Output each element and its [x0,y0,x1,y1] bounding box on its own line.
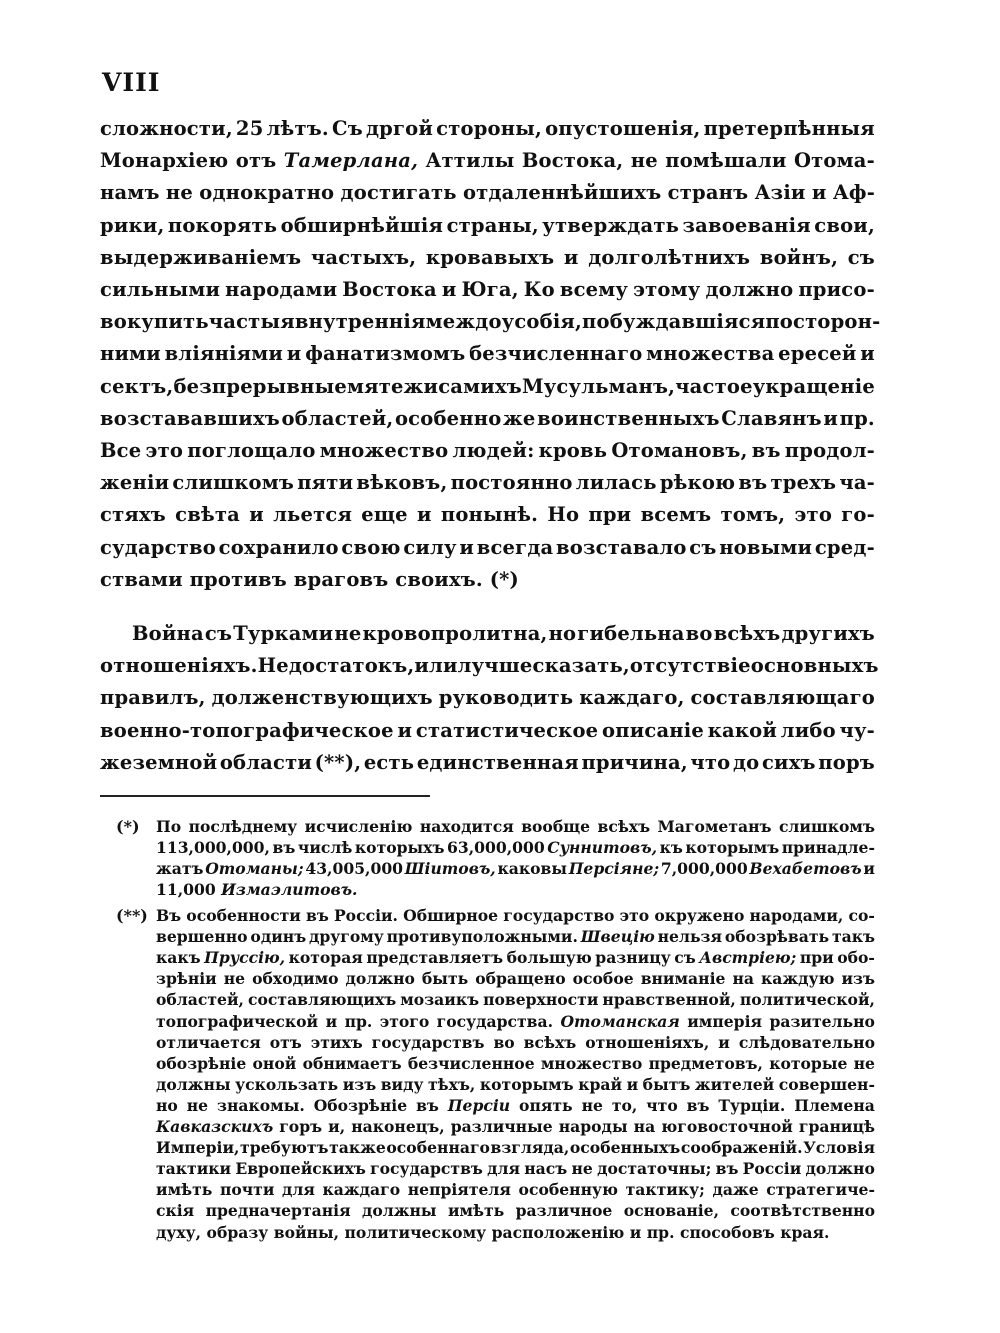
text-line: Монархіею отъ Тамерлана, Аттилы Востока, не помѣшали Отома- [100,149,875,173]
footnote-line: областей, составляющихъ мозаикъ поверхности нравственной, политической, [156,990,875,1010]
footnote-line: 11,000 Измаэлитовъ. [156,880,358,900]
footnote-line: какъ Пруссію, которая представляетъ большую разницу съ Австріею; при обо- [156,948,875,968]
page-number: VIII [102,68,161,97]
text-line: выдерживаніемъ частыхъ, кровавыхъ и долголѣтнихъ войнъ, съ [100,245,875,269]
text-line: сударство сохранило свою силу и всегда возставало съ новыми сред- [100,535,875,559]
text-line: ствами противъ враговъ своихъ. (*) [100,567,519,591]
text-line: Война съ Турками не кровопролитна, но гибельна во всѣхъ другихъ [132,622,875,645]
footnote-line: Имперіи, требуютъ также особеннаго взгляда, особенныхъ соображеній. Условія [156,1138,875,1158]
footnote-line: вершенно одинъ другому противуположными. Швецію нельзя обозрѣвать такъ [156,927,875,947]
text-line: сектъ, безпрерывные мятежи самихъ Мусульманъ, частое укращеніе [100,374,875,398]
footnote-line: но не знакомы. Обозрѣніе въ Персіи опять не то, что въ Турціи. Племена [156,1095,875,1115]
footnote-line: духу, образу войны, политическому расположенію и пр. способовъ края. [156,1222,830,1242]
footnote-line: скія предначертанія должны имѣть различное основаніе, соотвѣтственно [156,1201,875,1221]
text-line: ними вліяніями и фанатизмомъ безчисленнаго множества ересей и [100,342,875,366]
text-line: военно-топографическое и статистическое описаніе какой либо чу- [100,718,875,742]
text-line: возстававшихъ областей, особенно же воинственныхъ Славянъ и пр. [100,406,875,430]
text-line: отношеніяхъ. Недостатокъ, или лучше сказать, отсутствіе основныхъ [100,654,879,678]
text-line: сильными народами Востока и Юга, Ко всему этому должно присо- [100,278,875,301]
text-line: намъ не однократно достигать отдаленнѣйшихъ странъ Азіи и Аф- [100,181,875,205]
text-line: жеземной области (**), есть единственная причина, что до сихъ поръ [100,750,875,774]
text-line: правилъ, долженствующихъ руководить каждаго, составляющаго [100,686,875,710]
footnote-rule [100,795,430,797]
footnote-marker: (*) [116,817,140,836]
footnote-line: жатъ Отоманы; 43,005,000 Шіитовъ, каковы Персіяне; 7,000,000 Вехабетовъ и [156,859,875,879]
footnote-line: 113,000,000, въ числѣ которыхъ 63,000,000 Суннитовъ, къ которымъ принадле- [156,838,875,858]
text-line: вокупить частыя внутреннія междоусобія, побуждавшіяся посторон- [100,310,881,334]
text-line: стяхъ свѣта и льется еще и понынѣ. Но при всемъ томъ, это го- [100,503,875,527]
footnote-line: зрѣніи не обходимо должно быть обращено особое вниманіе на каждую изъ [156,969,875,989]
footnote-line: отличается отъ этихъ государствъ во всѣхъ отношеніяхъ, и слѣдовательно [156,1032,875,1052]
footnote-line: По послѣднему исчисленію находится вообще всѣхъ Магометанъ слишкомъ [156,817,875,836]
footnote-line: тактики Европейскихъ государствъ для насъ не достаточны; въ Россіи должно [156,1159,875,1179]
text-line: Все это поглощало множество людей: кровь Отомановъ, въ продол- [100,439,875,462]
text-line: женіи слишкомъ пяти вѣковъ, постоянно лилась рѣкою въ трехъ ча- [100,471,875,495]
footnote-marker: (**) [116,906,148,925]
footnote-line: топографической и пр. этого государства. Отоманская имперія разительно [156,1011,875,1031]
footnote-line: должны ускользать изъ виду тѣхъ, которымъ край и бытъ жителей совершен- [156,1074,875,1094]
footnote-line: имѣть почти для каждаго непріятеля особенную тактику; даже стратегиче- [156,1180,875,1200]
text-line: сложности, 25 лѣтъ. Съ дргой стороны, опустошенія, претерпѣнныя [100,117,875,140]
footnote-line: Въ особенности въ Россіи. Обширное государство это окружено народами, со- [156,906,875,925]
footnote-line: Кавказскихъ горъ и, наконецъ, различные народы на юговосточной границѣ [156,1117,875,1136]
text-line: рики, покорять обширнѣйшія страны, утверждать завоеванія свои, [100,213,875,237]
footnote-line: обозрѣніе оной обнимаетъ безчисленное множество предметовъ, которые не [156,1053,875,1073]
